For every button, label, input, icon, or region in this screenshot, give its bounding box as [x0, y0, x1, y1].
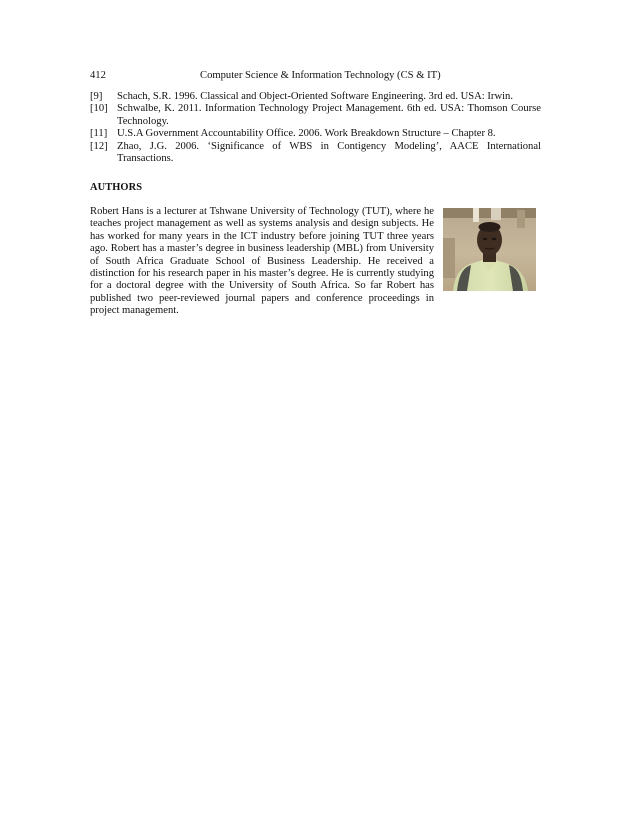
- running-header: [90, 70, 540, 83]
- page-number: 412: [90, 70, 106, 81]
- reference-list: [90, 91, 541, 165]
- reference-number: [10]: [90, 103, 108, 115]
- reference-item: [90, 141, 541, 166]
- authors-heading: AUTHORS: [90, 182, 143, 193]
- reference-text: Schach, S.R. 1996. Classical and Object-Oriented Software Engineering. 3rd ed. USA: Irwin.: [117, 91, 513, 102]
- reference-item: [90, 91, 541, 103]
- reference-text: Schwalbe, K. 2011. Information Technology Project Management. 6th ed. USA: Thomson Course Technology.: [117, 103, 541, 127]
- reference-number: [12]: [90, 140, 108, 152]
- reference-text: U.S.A Government Accountability Office. 2006. Work Breakdown Structure – Chapter 8.: [117, 128, 496, 140]
- author-photo-image: [443, 208, 536, 291]
- author-bio: Robert Hans is a lecturer at Tshwane University of Technology (TUT), where he teaches project management as well as systems analysis and design subjects. He has worked for many years in the ICT industry before joining TUT three years ago. Robert has a master’s degree in business leadership (MBL) from University of South Africa Graduate School of Business Leadership. He received a distinction for his research paper in his master’s degree. He is currently studying for a doctoral degree with the University of South Africa. So far Robert has published two peer-reviewed journal papers and conference proceedings in project management.: [90, 206, 434, 317]
- reference-number: [11]: [90, 128, 108, 140]
- reference-number: [9]: [90, 91, 103, 102]
- running-title: Computer Science & Information Technology (CS & IT): [200, 70, 441, 81]
- author-photo: [443, 208, 536, 291]
- reference-item: [90, 103, 541, 128]
- reference-text: Zhao, J.G. 2006. ‘Significance of WBS in Contigency Modeling’, AACE International Transactions.: [117, 140, 541, 165]
- reference-item: [90, 128, 541, 140]
